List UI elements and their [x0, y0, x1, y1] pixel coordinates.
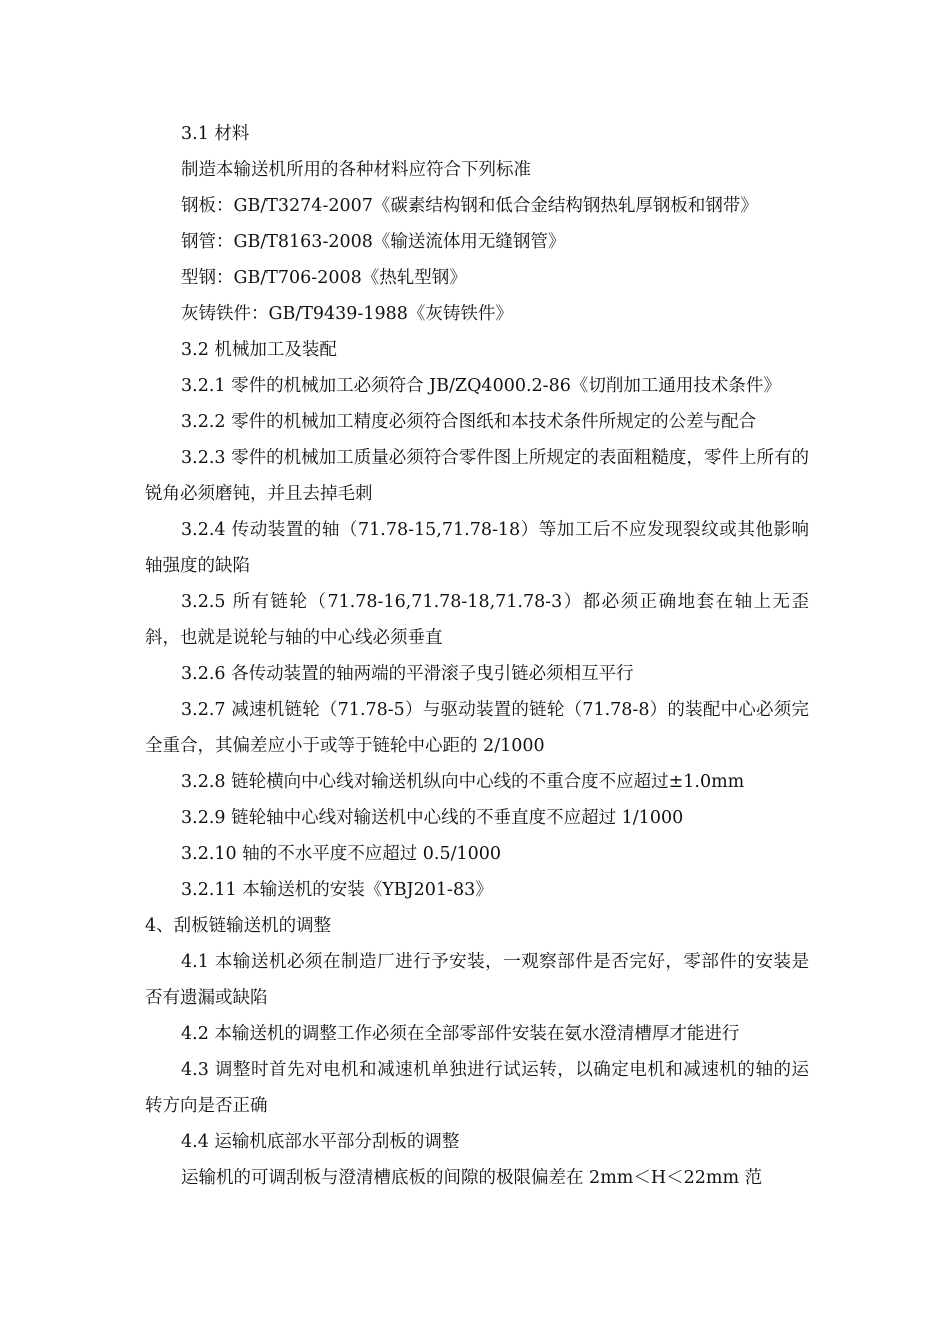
section-heading-3-2: 3.2 机械加工及装配: [181, 340, 337, 360]
paragraph-steel-plate: 钢板：GB/T3274-2007《碳素结构钢和低合金结构钢热轧厚钢板和钢带》: [181, 196, 758, 216]
paragraph-3-2-3: 3.2.3 零件的机械加工质量必须符合零件图上所规定的表面粗糙度，零件上所有的锐角必须磨钝，并且去掉毛刺: [145, 448, 809, 504]
section-heading-4: 4、刮板链输送机的调整: [145, 916, 332, 936]
paragraph-4-1: 4.1 本输送机必须在制造厂进行予安装，一观察部件是否完好，零部件的安装是否有遗漏或缺陷: [145, 952, 809, 1008]
paragraph-3-2-5: 3.2.5 所有链轮（71.78-16,71.78-18,71.78-3）都必须正确地套在轴上无歪斜，也就是说轮与轴的中心线必须垂直: [145, 592, 809, 648]
paragraph-3-2-6: 3.2.6 各传动装置的轴两端的平滑滚子曳引链必须相互平行: [181, 664, 634, 684]
paragraph-3-2-7: 3.2.7 减速机链轮（71.78-5）与驱动装置的链轮（71.78-8）的装配中心必须完全重合，其偏差应小于或等于链轮中心距的 2/1000: [145, 700, 809, 756]
paragraph-4-3: 4.3 调整时首先对电机和减速机单独进行试运转，以确定电机和减速机的轴的运转方向是否正确: [145, 1060, 809, 1116]
paragraph-4-2: 4.2 本输送机的调整工作必须在全部零部件安装在氨水澄清槽厚才能进行: [181, 1024, 740, 1044]
section-heading-3-1: 3.1 材料: [181, 124, 250, 144]
paragraph-3-2-10: 3.2.10 轴的不水平度不应超过 0.5/1000: [181, 844, 502, 864]
paragraph-3-2-1: 3.2.1 零件的机械加工必须符合 JB/ZQ4000.2-86《切削加工通用技术条件》: [181, 376, 781, 396]
paragraph-steel-pipe: 钢管：GB/T8163-2008《输送流体用无缝钢管》: [181, 232, 566, 252]
paragraph-section-steel: 型钢：GB/T706-2008《热轧型钢》: [181, 268, 467, 288]
paragraph-3-2-8: 3.2.8 链轮横向中心线对输送机纵向中心线的不重合度不应超过±1.0mm: [181, 772, 745, 792]
paragraph-4-4: 4.4 运输机底部水平部分刮板的调整: [181, 1132, 460, 1152]
paragraph-materials-intro: 制造本输送机所用的各种材料应符合下列标准: [181, 160, 531, 180]
paragraph-3-2-4: 3.2.4 传动装置的轴（71.78-15,71.78-18）等加工后不应发现裂纹或其他影响轴强度的缺陷: [145, 520, 809, 576]
paragraph-3-2-11: 3.2.11 本输送机的安装《YBJ201-83》: [181, 880, 493, 900]
paragraph-3-2-2: 3.2.2 零件的机械加工精度必须符合图纸和本技术条件所规定的公差与配合: [181, 412, 757, 432]
paragraph-3-2-9: 3.2.9 链轮轴中心线对输送机中心线的不垂直度不应超过 1/1000: [181, 808, 684, 828]
paragraph-4-4-detail: 运输机的可调刮板与澄清槽底板的间隙的极限偏差在 2mm＜H＜22mm 范: [181, 1168, 763, 1188]
paragraph-gray-iron: 灰铸铁件：GB/T9439-1988《灰铸铁件》: [181, 304, 513, 324]
